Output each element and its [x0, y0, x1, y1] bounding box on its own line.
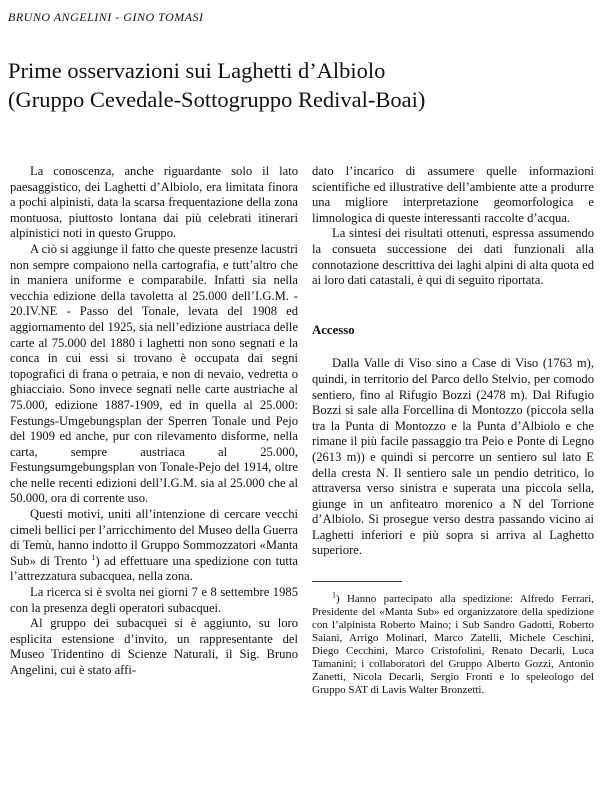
running-head: BRUNO ANGELINI - GINO TOMASI [8, 10, 204, 24]
section-heading-accesso: Accesso [312, 322, 355, 337]
paragraph-dates: La ricerca si è svolta nei giorni 7 e 8 settembre 1985 con la presenza degli operatori subacquei. [10, 585, 298, 615]
paragraph-access: Dalla Valle di Viso sino a Case di Viso (1763 m), quindi, in territorio del Parco dello Stelvio, per comodo sentiero, fino al Rifugio Bozzi (2478 m). Dal Rifugio Bozzi si sale alla Forcellina di Montozzo (piccola sella tra la Punta di Montozzo e la Punta d’Albiolo e che rimane il più facile passaggio tra Peio e Ponte di Legno (2613 m)) e quindi si percorre un sentiero sul lato E della cresta N. Il sentiero sale un pendio detritico, lo attraversa verso sinistra e superata una piccola sella, giunge in un anfiteatro morenico a N del Torrione d’Albiolo. Si prosegue verso destra passando vicino ai Laghetti inferiori e più sopra si arriva al Laghetto superiore. [312, 356, 594, 558]
article-title [8, 56, 593, 114]
paragraph-cartography: A ciò si aggiunge il fatto che queste presenze lacustri non sempre compaiono nella cartografia, e tutt’altro che in maniera uniforme e comparabile. Infatti sia nella vecchia edizione della tavoletta al 25.000 dell’I.G.M. - 20.IV.NE - Passo del Tonale, levata del 1908 ed aggiornamento del 1925, sia nell’edizione austriaca delle carte al 75.000 del 1880 i laghetti non sono segnati e la conca in cui essi si trovano è occupata dai segni topografici di frana o petraia, e non di nevaio, vedretta o ghiacciaio. Sono invece segnati nelle carte austriache al 75.000, edizione 1887-1909, ed in quella al 25.000: Festungs-Umgebungsplan der Sperren Tonale und Pejo del 1909 ed anche, pur con rilevamento disforme, nella carta, sempre austriaca al 25.000, Festungsumgebungsplan von Tonale-Pejo del 1914, oltre che nelle recenti edizioni dell’I.G.M. sia al 25.000 che al 50.000, ora di corrente uso. [10, 241, 298, 506]
footnotes [312, 581, 594, 697]
left-column [10, 164, 298, 679]
right-column [312, 164, 594, 697]
paragraph-continuation: dato l’incarico di assumere quelle informazioni scientifiche ed illustrative dell’ambiente atte a produrre una migliore interpretazione geomorfologica e limnologica di queste interessanti raccolte d’acqua. [312, 164, 594, 225]
paragraph-motives [10, 507, 298, 585]
paragraph-intro: La conoscenza, anche riguardante solo il lato paesaggistico, dei Laghetti d’Albiolo, era limitata finora a pochi alpinisti, data la scarsa frequentazione della zona montuosa, piuttosto lontana dai più celebrati itinerari alpinistici noti in questo Gruppo. [10, 164, 298, 241]
footnote-1 [312, 590, 594, 697]
paragraph-participants: Al gruppo dei subacquei si è aggiunto, su loro esplicita estensione d’invito, un rappresentante del Museo Tridentino di Scienze Naturali, il Sig. Bruno Angelini, cui è stato affi- [10, 616, 298, 677]
footnote-reference: 1 [91, 552, 96, 562]
paragraph-motives-text: Questi motivi, uniti all’intenzione di cercare vecchi cimeli bellici per l’arricchimento del Museo della Guerra di Temù, hanno indotto il Gruppo Sommozzatori «Manta Sub» di Trento [10, 507, 298, 568]
footnote-marker: 1 [332, 590, 336, 600]
title-line-1: Prime osservazioni sui Laghetti d’Albiolo [8, 58, 386, 83]
paragraph-synthesis: La sintesi dei risultati ottenuti, espressa assumendo la consueta successione dei dati funzionali alla connotazione descrittiva dei laghi alpini di alta quota ed ai loro dati catastali, è qui di seguito riportata. [312, 226, 594, 288]
paragraph-motives-text-end: ) ad effettuare una spedizione con tutta l’attrezzatura subacquea, nella zona. [10, 553, 299, 584]
title-line-2: (Gruppo Cevedale-Sottogruppo Redival-Boai) [8, 87, 426, 112]
footnote-text: ) Hanno partecipato alla spedizione: Alfredo Ferrari, Presidente del «Manta Sub» ed organizzatore della spedizione con l’alpinista Roberto Maino; i Sub Sandro Gadotti, Roberto Saiani, Arrigo Molinari, Marco Zatelli, Michele Ceschini, Diego Cecchini, Marco Cristofolini, Renato Decarli, Luca Tamanini; i collaboratori del Gruppo Alberto Gozzi, Antonio Zanetti, Nicola Decarli, Sergio Fronti e lo speleologo del Gruppo SAT di Lavis Walter Bronzetti. [312, 593, 594, 697]
